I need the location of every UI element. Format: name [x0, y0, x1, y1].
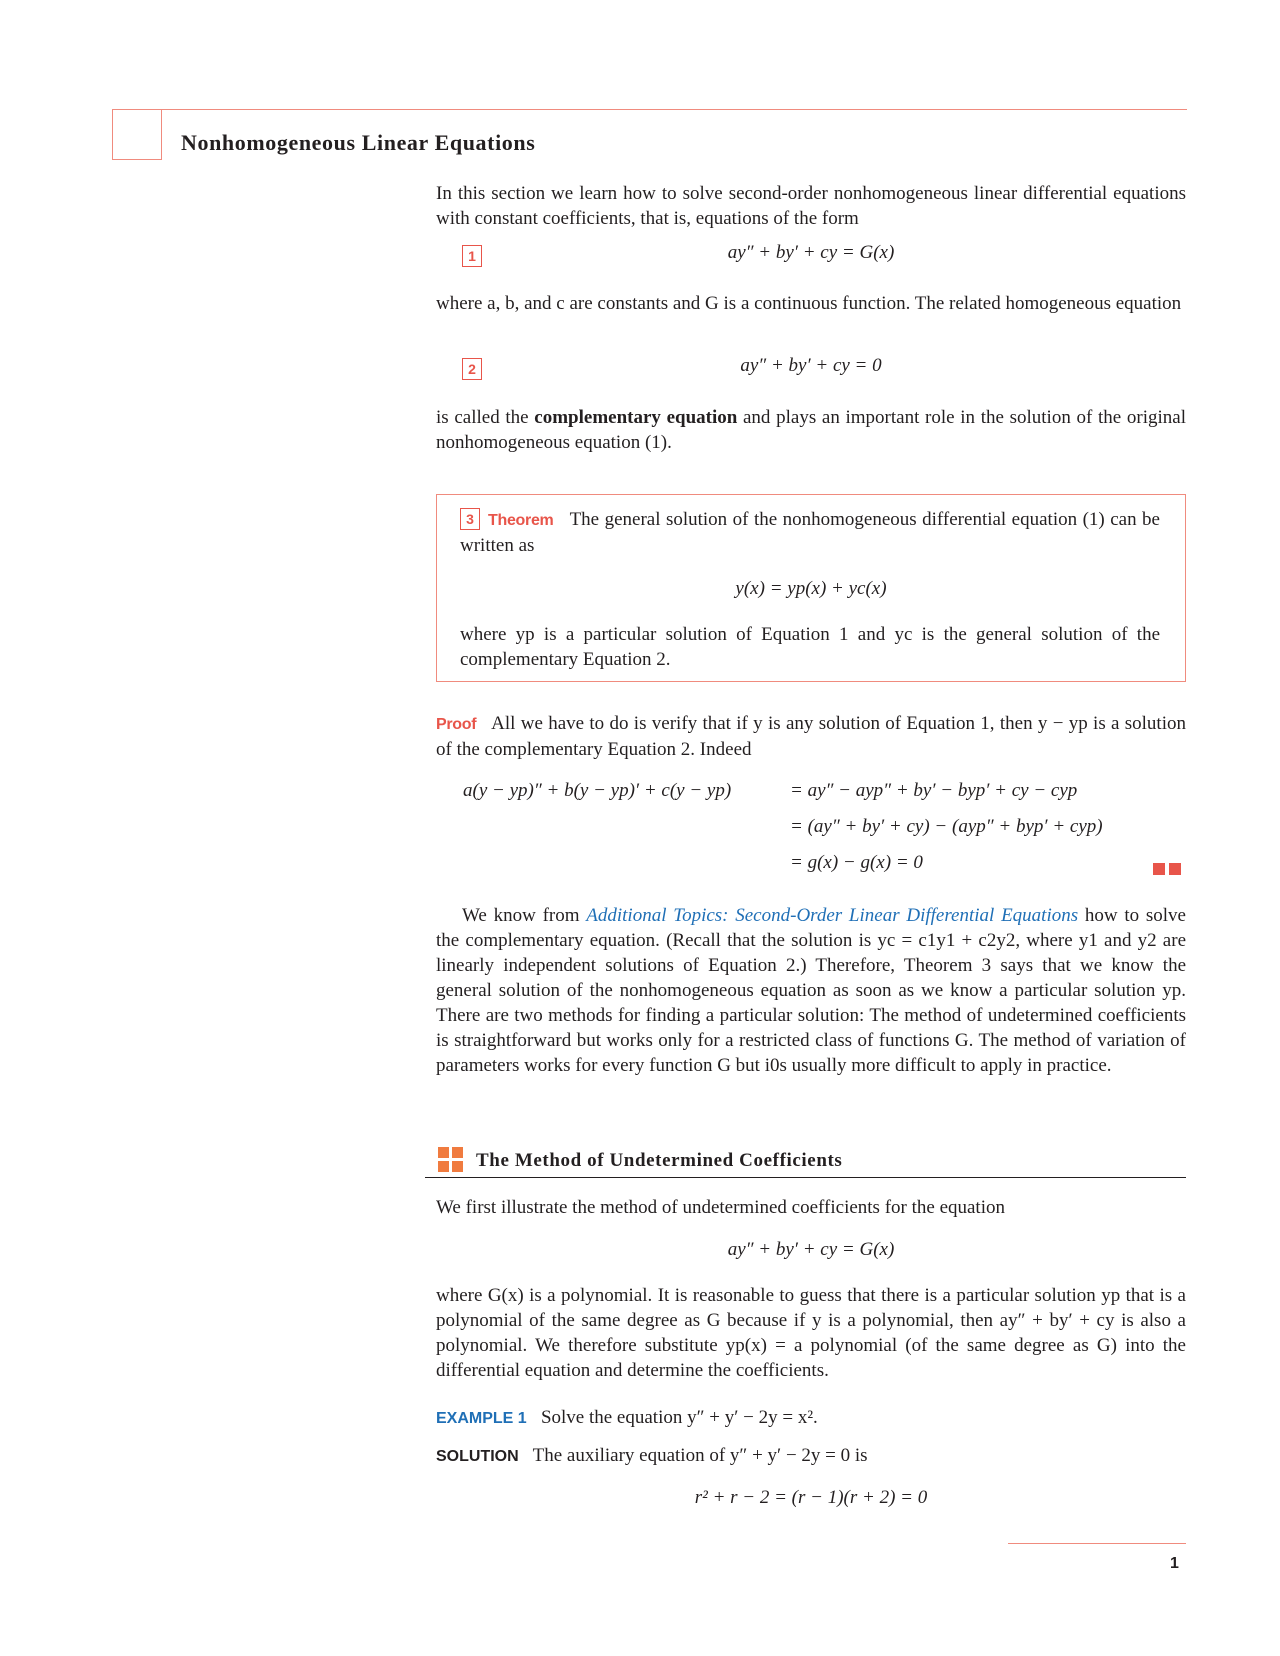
theorem-where-paragraph: [460, 622, 1160, 672]
page-number: 1: [1170, 1555, 1179, 1572]
qed-square-2: [1169, 863, 1181, 875]
complementary-before: is called the: [436, 407, 535, 428]
solution-body: The auxiliary equation of y″ + y′ − 2y = 0 is: [532, 1445, 868, 1466]
discussion-paragraph: [436, 903, 1186, 1078]
equation-2: ay″ + by′ + cy = 0: [740, 355, 882, 376]
example-body: Solve the equation y″ + y′ − 2y = x².: [540, 1407, 818, 1428]
solution-text: [436, 1443, 1186, 1469]
where-paragraph: [436, 291, 1186, 316]
proof-line-1-rhs: = ay″ − ayp″ + by′ − byp′ + cy − cyp: [790, 780, 1078, 801]
theorem-body: The general solution of the nonhomogeneous differential equation (1) can be written as: [460, 509, 1160, 556]
proof-label: Proof: [436, 716, 477, 733]
subsection-rule: [425, 1177, 1186, 1178]
method-intro: We first illustrate the method of undetermined coefficients for the equation: [436, 1197, 1005, 1218]
section-title: Nonhomogeneous Linear Equations: [181, 130, 536, 155]
bottom-rule: [1008, 1543, 1186, 1544]
orange-squares-icon: [438, 1147, 464, 1173]
additional-topics-link[interactable]: Additional Topics: Second-Order Linear Differential Equations: [586, 905, 1079, 926]
theorem-label: Theorem: [488, 512, 554, 529]
theorem-where: where yp is a particular solution of Equation 1 and yc is the general solution of the complementary Equation 2.: [460, 624, 1160, 670]
solution-label: SOLUTION: [436, 1448, 519, 1465]
subsection-title: The Method of Undetermined Coefficients: [476, 1150, 843, 1171]
proof-body: All we have to do is verify that if y is any solution of Equation 1, then y − yp is a solution of the complementary Equation 2. Indeed: [436, 713, 1186, 760]
complementary-text: [436, 405, 1186, 455]
proof-paragraph: [436, 711, 1186, 762]
theorem-text: [460, 507, 1160, 558]
auxiliary-equation: r² + r − 2 = (r − 1)(r + 2) = 0: [694, 1487, 928, 1508]
where-text: where a, b, and c are constants and G is a continuous function. The related homogeneous equation: [436, 293, 1182, 314]
corner-box-decoration: [112, 109, 162, 160]
example-text: [436, 1405, 1186, 1431]
method-equation: ay″ + by′ + cy = G(x): [727, 1239, 895, 1260]
intro-text: In this section we learn how to solve second-order nonhomogeneous linear differential equations with constant coefficients, that is, equations of the form: [436, 183, 1186, 229]
proof-line-2: = (ay″ + by′ + cy) − (ayp″ + byp′ + cyp): [790, 816, 1103, 837]
theorem-statement: [460, 507, 1160, 558]
complementary-term: complementary equation: [534, 407, 738, 428]
method-text: where G(x) is a polynomial. It is reasonable to guess that there is a particular solution yp that is a polynomial of the same degree as G because if y is a polynomial, then ay″ + by′ + cy is also a polynomial. We therefore substitute yp(x) = a polynomial (of the same degree as G) into the differential equation and determine the coefficients.: [436, 1285, 1186, 1381]
discussion-prefix: We know from: [462, 905, 587, 926]
complementary-paragraph: [436, 405, 1186, 455]
discussion-rest: how to solve the complementary equation. (Recall that the solution is yc = c1y1 + c2y2, where y1 and y2 are linearly independent solutions of Equation 2.) Therefore, Theorem 3 says that we know the general solution of the nonhomogeneous equation as soon as we know a particular solution yp. There are two methods for finding a particular solution: The method of undetermined coefficients is straightforward but works only for a restricted class of functions G. The method of variation of parameters works for every function G but i0s usually more difficult to apply in practice.: [436, 905, 1186, 1076]
complementary-after: and plays an important role in the solution of the original nonhomogeneous equation (1).: [436, 407, 1186, 453]
equation-1: ay″ + by′ + cy = G(x): [727, 242, 895, 263]
qed-square-1: [1153, 863, 1165, 875]
discussion-text: [436, 903, 1186, 1078]
equation-number-1: 1: [462, 245, 482, 267]
proof-text: [436, 711, 1186, 762]
proof-line-1-lhs: a(y − yp)″ + b(y − yp)′ + c(y − yp): [463, 780, 732, 801]
solution-paragraph: [436, 1443, 1186, 1469]
method-intro-paragraph: [436, 1195, 1186, 1220]
example-label: EXAMPLE 1: [436, 1410, 527, 1427]
top-rule: [112, 109, 1187, 110]
theorem-equation: y(x) = yp(x) + yc(x): [735, 578, 887, 599]
proof-line-3: = g(x) − g(x) = 0: [790, 852, 923, 873]
method-paragraph: [436, 1283, 1186, 1383]
example-paragraph: [436, 1405, 1186, 1431]
intro-paragraph: [436, 181, 1186, 231]
equation-number-2: 2: [462, 358, 482, 380]
theorem-number: 3: [460, 508, 480, 530]
